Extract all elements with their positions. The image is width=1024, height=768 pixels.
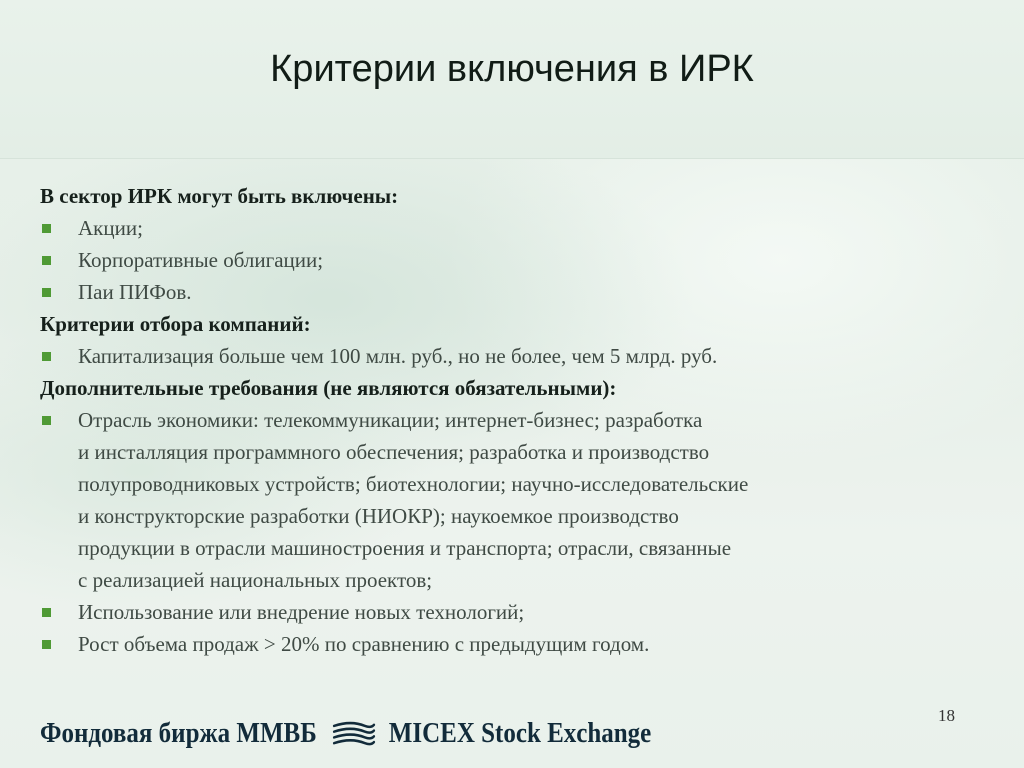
list-item-text: Использование или внедрение новых технологий;	[78, 600, 525, 624]
brand-name-en: MICEX Stock Exchange	[388, 717, 652, 749]
list-item-line: Отрасль экономики: телекоммуникации; интернет-бизнес; разработка	[78, 408, 703, 432]
list-item-line: и инсталляция программного обеспечения; разработка и производство	[78, 440, 710, 464]
list-item-line: полупроводниковых устройств; биотехнологии; научно-исследовательские	[78, 472, 749, 496]
slide-title: Критерии включения в ИРК	[270, 48, 754, 90]
list-item	[40, 212, 970, 244]
list-item	[40, 276, 970, 308]
list-item	[40, 596, 970, 628]
square-bullet-icon	[42, 608, 51, 617]
square-bullet-icon	[42, 256, 51, 265]
list-item-line: с реализацией национальных проектов;	[78, 568, 433, 592]
section-heading-sectors: В сектор ИРК могут быть включены:	[40, 184, 399, 208]
brand-name-ru: Фондовая биржа ММВБ	[40, 717, 317, 749]
page-number: 18	[938, 706, 955, 725]
footer-brand	[40, 709, 651, 760]
list-item	[40, 340, 970, 372]
list-item	[40, 244, 970, 276]
square-bullet-icon	[42, 352, 51, 361]
list-item-text: Акции;	[78, 216, 143, 240]
list-item-text: Капитализация больше чем 100 млн. руб., но не более, чем 5 млрд. руб.	[78, 344, 718, 368]
list-item-line: и конструкторские разработки (НИОКР); наукоемкое производство	[78, 504, 679, 528]
slide-content	[40, 180, 970, 660]
square-bullet-icon	[42, 288, 51, 297]
micex-logo-icon	[331, 719, 377, 749]
list-item	[40, 404, 970, 596]
square-bullet-icon	[42, 416, 51, 425]
section-heading-additional: Дополнительные требования (не являются обязательными):	[40, 376, 617, 400]
list-item	[40, 628, 970, 660]
square-bullet-icon	[42, 640, 51, 649]
list-item-text: Рост объема продаж > 20% по сравнению с предыдущим годом.	[78, 632, 650, 656]
list-item-line: продукции в отрасли машиностроения и транспорта; отрасли, связанные	[78, 536, 732, 560]
square-bullet-icon	[42, 224, 51, 233]
list-item-text: Корпоративные облигации;	[78, 248, 324, 272]
section-heading-criteria: Критерии отбора компаний:	[40, 312, 311, 336]
list-item-text: Паи ПИФов.	[78, 280, 192, 304]
